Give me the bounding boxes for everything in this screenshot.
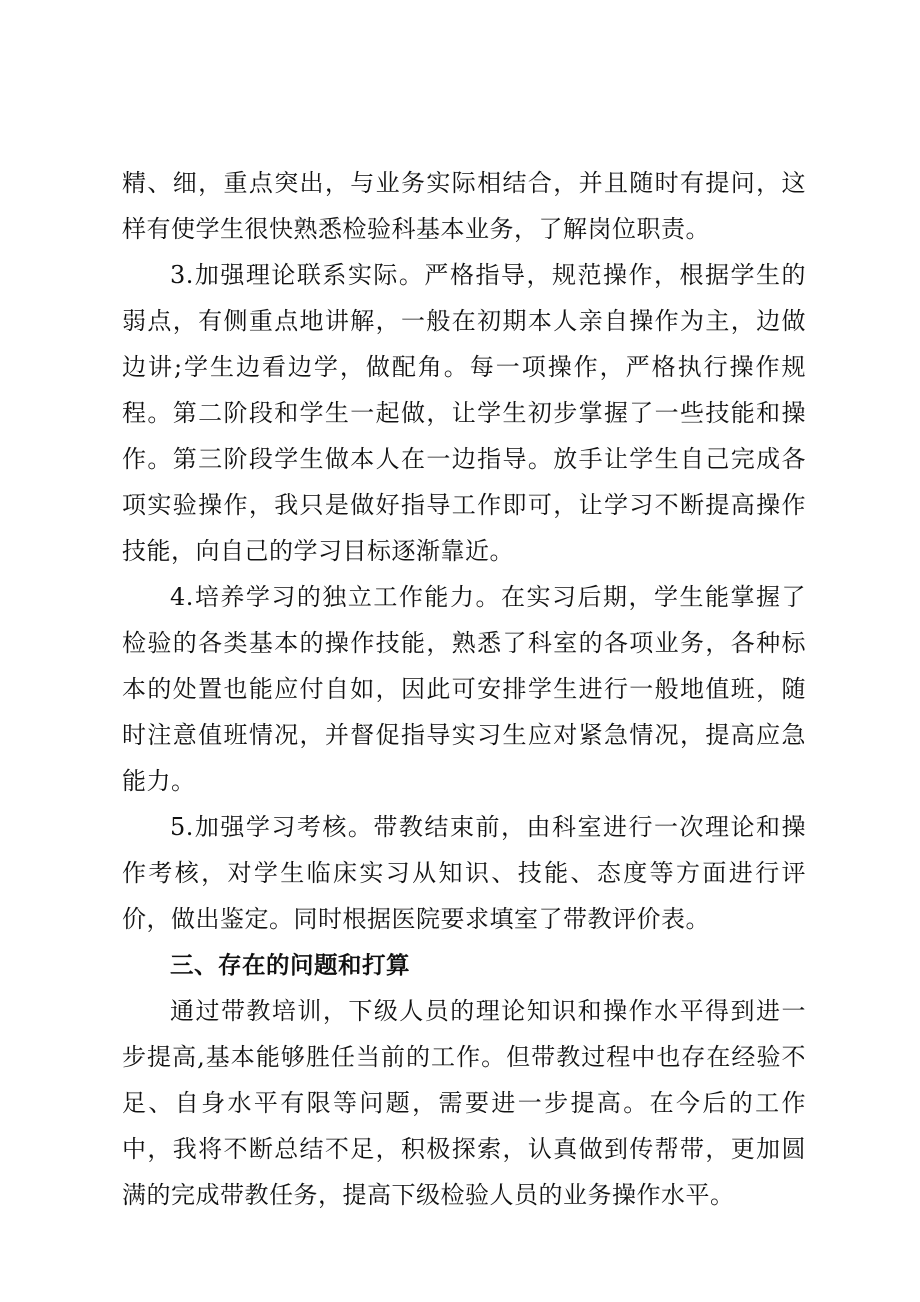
document-page [122,160,806,1218]
paragraph-continuation: 精、细，重点突出，与业务实际相结合，并且随时有提问，这样有使学生很快熟悉检验科基本业务，了解岗位职责。 [122,169,806,243]
paragraph-item-4: 4.培养学习的独立工作能力。在实习后期，学生能掌握了检验的各类基本的操作技能，熟悉了科室的各项业务，各种标本的处置也能应付自如，因此可安排学生进行一般地值班，随时注意值班情况，并督促指导实习生应对紧急情况，提高应急能力。 [122,583,806,795]
paragraph-item-3: 3.加强理论联系实际。严格指导，规范操作，根据学生的弱点，有侧重点地讲解，一般在初期本人亲自操作为主，边做边讲;学生边看边学，做配角。每一项操作，严格执行操作规程。第二阶段和学生一起做，让学生初步掌握了一些技能和操作。第三阶段学生做本人在一边指导。放手让学生自己完成各项实验操作，我只是做好指导工作即可，让学习不断提高操作技能，向自己的学习目标逐渐靠近。 [122,261,806,565]
paragraph-item-5: 5.加强学习考核。带教结束前，由科室进行一次理论和操作考核，对学生临床实习从知识、技能、态度等方面进行评价，做出鉴定。同时根据医院要求填室了带教评价表。 [122,813,806,933]
section-heading: 三、存在的问题和打算 [170,951,410,979]
paragraph-closing: 通过带教培训，下级人员的理论知识和操作水平得到进一步提高,基本能够胜任当前的工作。但带教过程中也存在经验不足、自身水平有限等问题，需要进一步提高。在今后的工作中，我将不断总结不足，积极探索，认真做到传帮带，更加圆满的完成带教任务，提高下级检验人员的业务操作水平。 [122,997,806,1209]
